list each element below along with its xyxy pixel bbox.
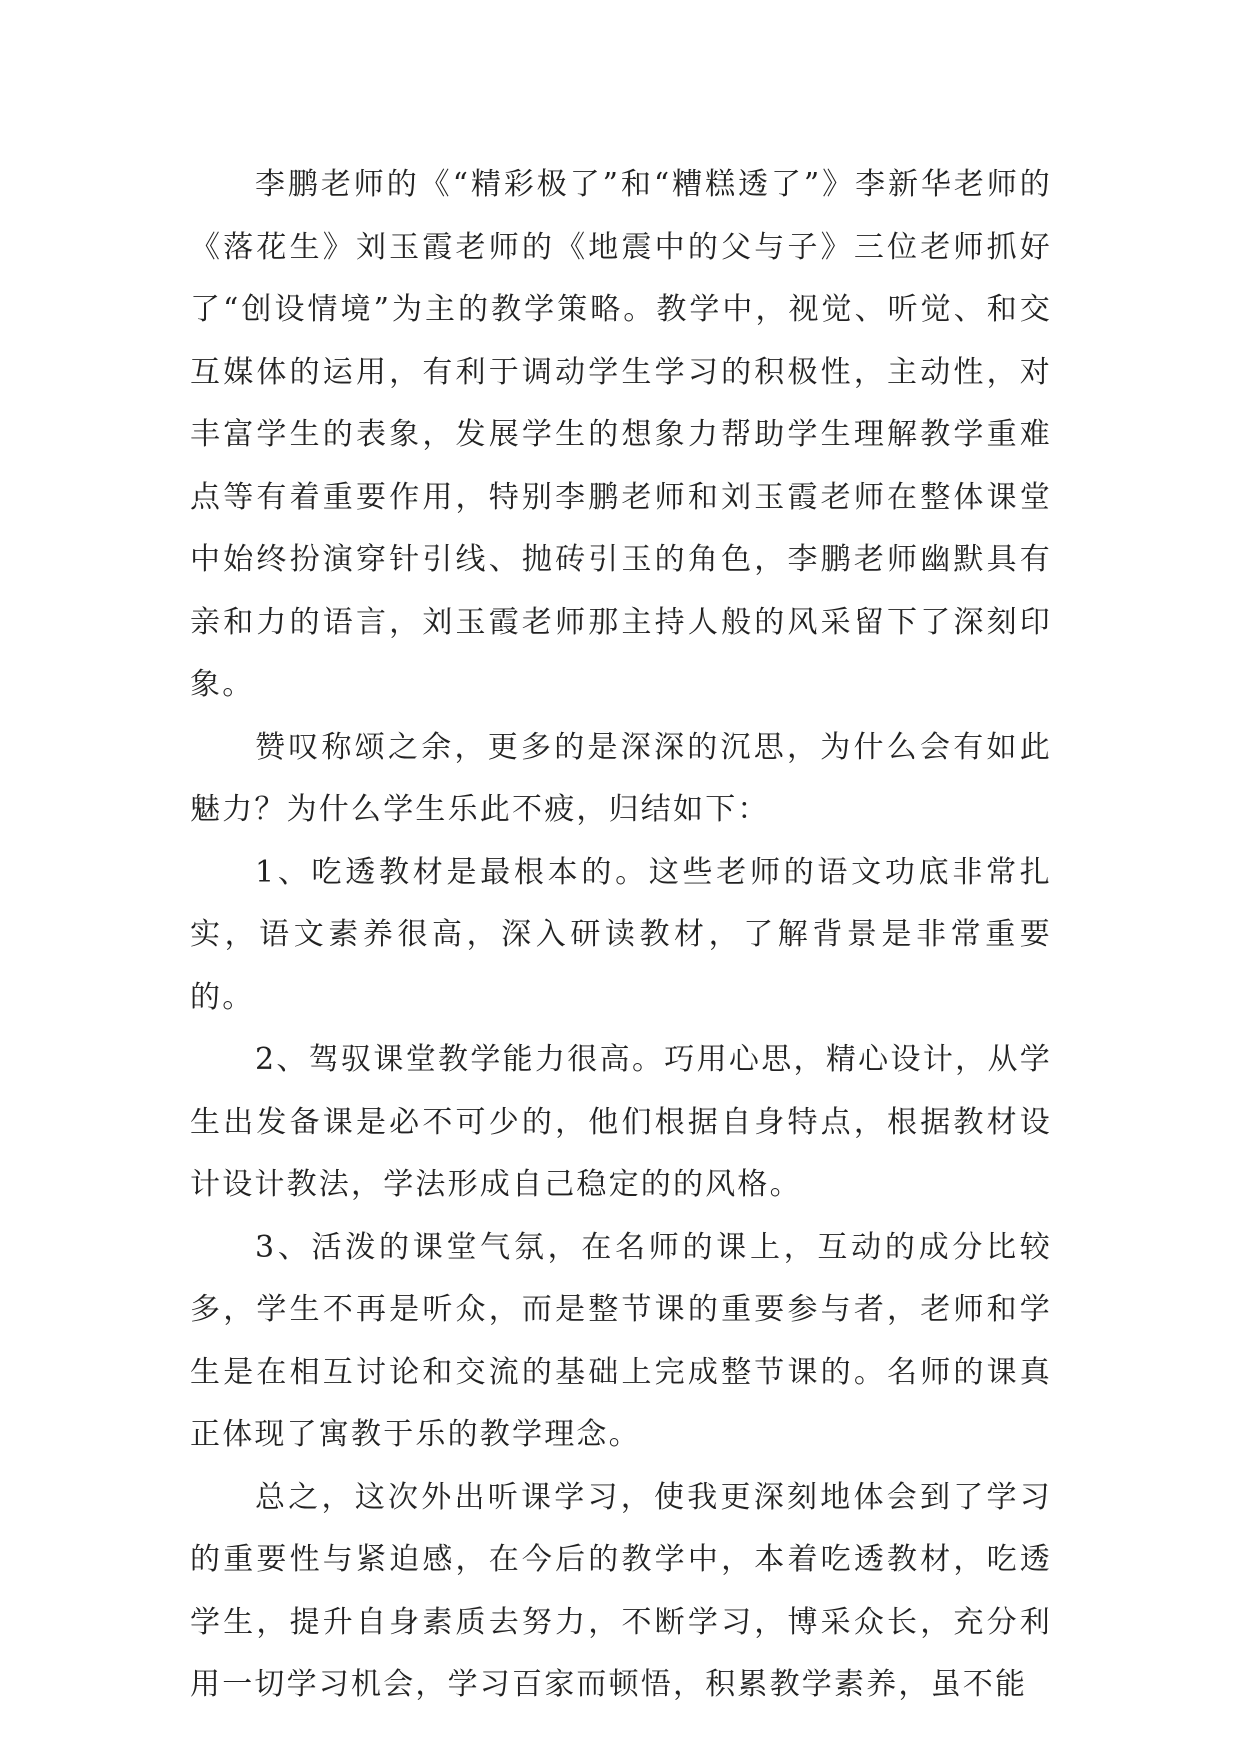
paragraph-conclusion: 总之，这次外出听课学习，使我更深刻地体会到了学习的重要性与紧迫感，在今后的教学中，本着吃透教材，吃透学生，提升自身素质去努力，不断学习，博采众长，充分利用一切学习机会，学习百家而顿悟，积累教学素养，虽不能 [190,1479,1052,1702]
paragraph-point-1: 1、吃透教材是最根本的。这些老师的语文功底非常扎实，语文素养很高，深入研读教材，了解背景是非常重要的。 [190,854,1052,1015]
paragraph-point-3: 3、活泼的课堂气氛，在名师的课上，互动的成分比较多，学生不再是听众，而是整节课的重要参与者，老师和学生是在相互讨论和交流的基础上完成整节课的。名师的课真正体现了寓教于乐的教学理念。 [190,1229,1052,1452]
paragraph-teacher-strategies: 李鹏老师的《“精彩极了”和“糟糕透了”》李新华老师的《落花生》刘玉霞老师的《地震中的父与子》三位老师抓好了“创设情境”为主的教学策略。教学中，视觉、听觉、和交互媒体的运用，有利于调动学生学习的积极性，主动性，对丰富学生的表象，发展学生的想象力帮助学生理解教学重难点等有着重要作用，特别李鹏老师和刘玉霞老师在整体课堂中始终扮演穿针引线、抛砖引玉的角色，李鹏老师幽默具有亲和力的语言，刘玉霞老师那主持人般的风采留下了深刻印象。 [190,167,1052,702]
paragraph-point-2: 2、驾驭课堂教学能力很高。巧用心思，精心设计，从学生出发备课是必不可少的，他们根据自身特点，根据教材设计设计教法，学法形成自己稳定的的风格。 [190,1042,1052,1202]
paragraph-reflection-intro: 赞叹称颂之余，更多的是深深的沉思，为什么会有如此魅力？为什么学生乐此不疲，归结如下： [190,729,1052,827]
body-text [190,154,1052,1717]
